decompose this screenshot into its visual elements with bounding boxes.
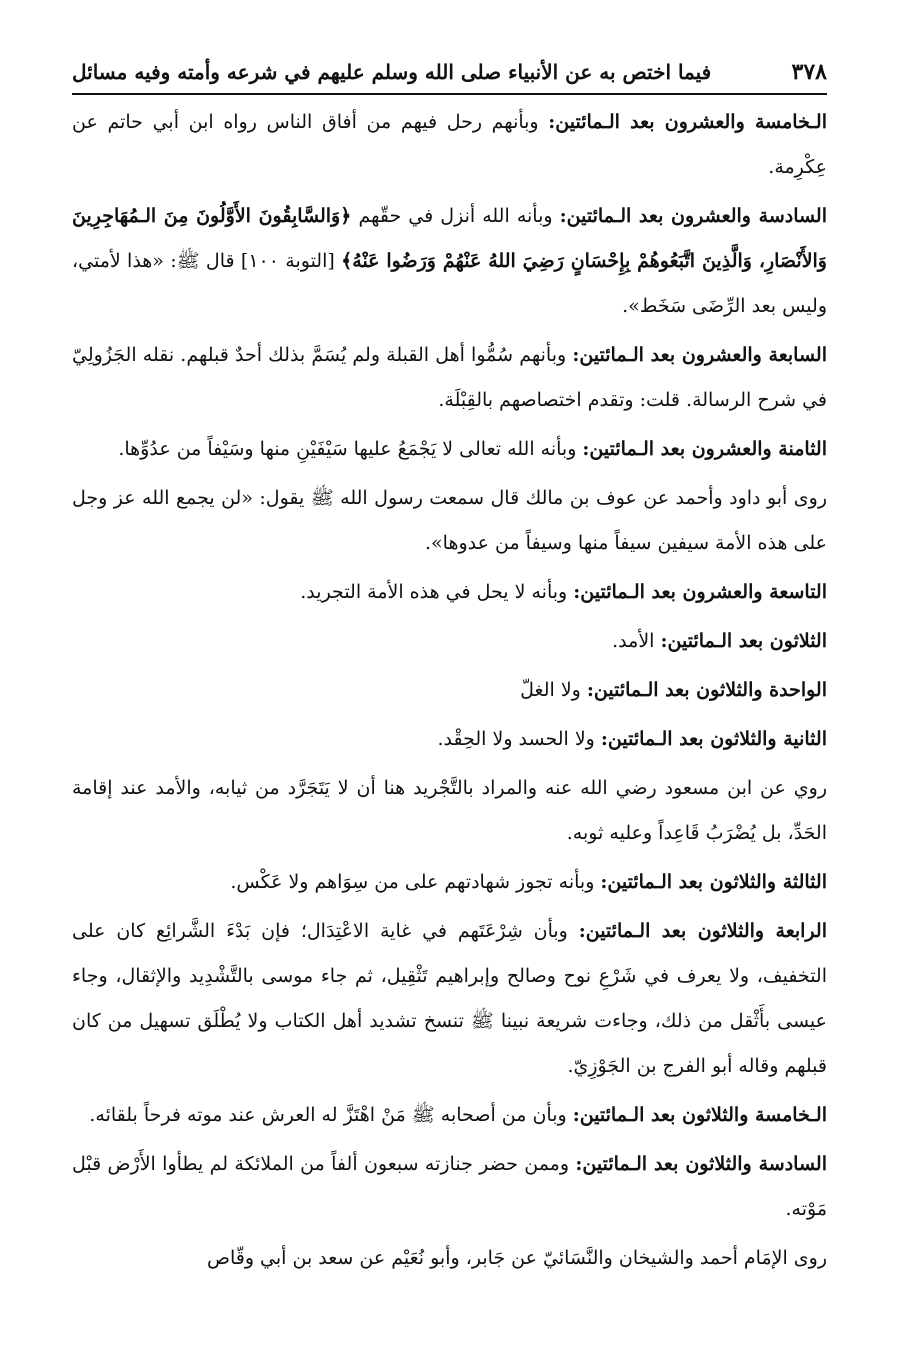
verse-reference: [التوبة ١٠٠] — [240, 250, 342, 272]
paragraph-text-tail: قال ﷺ: «هذا لأمتي، وليس بعد الرِّضَى سَخَط». — [72, 250, 827, 317]
page-number: ٣٧٨ — [791, 59, 827, 85]
paragraph-text: وبأن من أصحابه ﷺ مَنْ اهْتَزَّ له العرش عند موته فرحاً بلقائه. — [89, 1104, 573, 1126]
paragraph — [72, 427, 827, 472]
paragraph-text: الأمد. — [612, 630, 661, 652]
paragraph — [72, 766, 827, 856]
paragraph — [72, 668, 827, 713]
paragraph-text: وبأنه الله تعالى لا يَجْمَعُ عليها سَيْفَيْنِ منها وسَيْفاً من عدُوِّها. — [118, 438, 583, 460]
issue-heading: الثالثة والثلاثون بعد الـمائتين: — [600, 871, 827, 893]
paragraph-text: وبأنهم رحل فيهم من أفاق الناس رواه ابن أبي حاتم عن عِكْرِمة. — [72, 111, 827, 178]
issue-heading: الـخامسة والعشرون بعد الـمائتين: — [548, 111, 827, 133]
issue-heading: الثامنة والعشرون بعد الـمائتين: — [582, 438, 827, 460]
paragraph-text: وممن حضر جنازته سبعون ألفاً من الملائكة لم يطأوا الأَرْض قبْل مَوْته. — [72, 1153, 827, 1220]
issue-heading: الـخامسة والثلاثون بعد الـمائتين: — [572, 1104, 827, 1126]
paragraph-text: روى أبو داود وأحمد عن عوف بن مالك قال سمعت رسول الله ﷺ يقول: «لن يجمع الله عز وجل على هذه الأمة سيفين سيفاً منها وسيفاً من عدوها». — [72, 487, 827, 554]
running-title: فيما اختص به عن الأنبياء صلى الله وسلم عليهم في شرعه وأمته وفيه مسائل — [72, 60, 712, 84]
issue-heading: الثلاثون بعد الـمائتين: — [660, 630, 827, 652]
paragraph — [72, 333, 827, 423]
paragraph — [72, 909, 827, 1089]
paragraph-text: وبأنه الله أنزل في حقّهم — [351, 205, 560, 227]
paragraph — [72, 1236, 827, 1281]
paragraph — [72, 1142, 827, 1232]
paragraph-text: وبأنهم سُمُّوا أهل القبلة ولم يُسَمَّ بذلك أحدٌ قبلهم. نقله الجَزُولِيّ في شرح الرسالة. قلت: وتقدم اختصاصهم بالقِبْلَة. — [72, 344, 827, 411]
paragraph-text: روي عن ابن مسعود رضي الله عنه والمراد بالتَّجْريد هنا أن لا يَتَجَرَّد من ثيابه، والأمد عند إقامة الحَدِّ، بل يُضْرَبُ قَاعِداً وعليه ثوبه. — [72, 777, 827, 844]
paragraph — [72, 1093, 827, 1138]
paragraph-text: وبأنه لا يحل في هذه الأمة التجريد. — [300, 581, 574, 603]
paragraph — [72, 194, 827, 329]
paragraph-text: ولا الحسد ولا الحِقْد. — [437, 728, 601, 750]
paragraph-text: ولا الغلّ — [520, 679, 587, 701]
header-rule — [72, 93, 827, 95]
issue-heading: التاسعة والعشرون بعد الـمائتين: — [573, 581, 827, 603]
paragraph-text: وبأن شِرْعَتَهم في غاية الاعْتِدَال؛ فإن بَدْءَ الشَّرائِع كان على التخفيف، ولا يعرف في شَرْعِ نوح وصالح وإبراهيم تَثْقِيل، ثم جاء موسى بالتَّشْدِيد والإثقال، وجاء عيسى بأَثْقل من ذلك، وجاءت شريعة نبينا ﷺ تنسخ تشديد أهل الكتاب ولا يُطْلَق تسهيل من كان قبلهم وقاله أبو الفرج بن الجَوْزِيّ. — [72, 920, 827, 1077]
paragraph — [72, 476, 827, 566]
paragraph-text: روى الإمَام أحمد والشيخان والنَّسَائيّ عن جَابر، وأبو نُعَيْم عن سعد بن أبي وقّاص — [207, 1247, 827, 1269]
issue-heading: السادسة والثلاثون بعد الـمائتين: — [575, 1153, 827, 1175]
issue-heading: الرابعة والثلاثون بعد الـمائتين: — [578, 920, 827, 942]
paragraph — [72, 860, 827, 905]
running-header — [72, 54, 827, 90]
issue-heading: الواحدة والثلاثون بعد الـمائتين: — [586, 679, 827, 701]
issue-heading: السابعة والعشرون بعد الـمائتين: — [572, 344, 827, 366]
paragraph-text: وبأنه تجوز شهادتهم على من سِوَاهم ولا عَكْس. — [230, 871, 601, 893]
issue-heading: السادسة والعشرون بعد الـمائتين: — [559, 205, 828, 227]
issue-heading: الثانية والثلاثون بعد الـمائتين: — [600, 728, 827, 750]
paragraph — [72, 717, 827, 762]
paragraph — [72, 570, 827, 615]
paragraph — [72, 100, 827, 190]
page-body — [72, 100, 827, 1285]
paragraph — [72, 619, 827, 664]
quran-verse: ﴿وَالسَّابِقُونَ الأَوَّلُونَ مِنَ الـمُهَاجِرِينَ وَالأَنْصَارِ، وَالَّذِينَ اتَّبَعُوهُمْ بِإِحْسَانٍ رَضِيَ اللهُ عَنْهُمْ وَرَضُوا عَنْهُ﴾ — [72, 205, 827, 272]
